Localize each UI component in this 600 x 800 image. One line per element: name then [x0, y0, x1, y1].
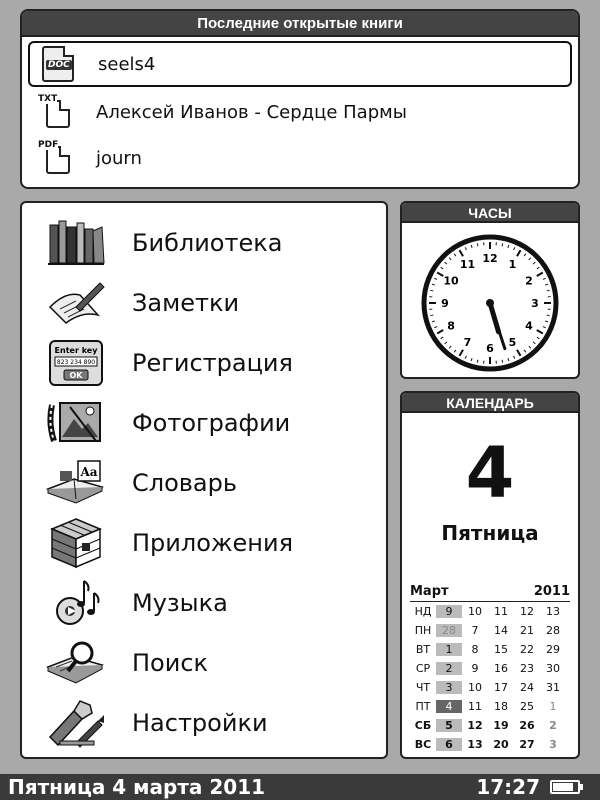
calendar-day-cell: 8	[471, 643, 479, 656]
calendar-day-cell: 5	[436, 719, 462, 732]
calendar-week-row	[410, 640, 572, 659]
calendar-grid	[410, 602, 572, 754]
calendar-day-cell: 2	[549, 719, 557, 732]
status-date: Пятница 4 марта 2011	[8, 775, 266, 799]
menu-item-label: Библиотека	[132, 229, 283, 257]
clock-title: ЧАСЫ	[402, 203, 578, 223]
menu-item-applications[interactable]	[22, 513, 386, 573]
txt-file-icon: TXT	[38, 94, 74, 130]
calendar-day-cell: 10	[468, 605, 482, 618]
calendar-weekday-label: ЧТ	[415, 681, 431, 694]
calendar-day-cell: 13	[546, 605, 560, 618]
photo-film-icon	[46, 397, 106, 449]
calendar-year: 2011	[533, 584, 570, 599]
menu-item-label: Фотографии	[132, 409, 291, 437]
calendar-day-cell: 24	[520, 681, 534, 694]
menu-item-registration[interactable]	[22, 333, 386, 393]
clock-tick	[477, 243, 478, 246]
calendar-weekday-label: СР	[415, 662, 431, 675]
calendar-day-cell: 1	[436, 643, 462, 656]
clock-number: 9	[441, 297, 449, 310]
analog-clock	[418, 231, 562, 375]
clock-tick	[430, 290, 433, 291]
menu-item-settings[interactable]	[22, 693, 386, 753]
menu-item-music[interactable]	[22, 573, 386, 633]
dictionary-book-icon	[46, 457, 106, 509]
menu-item-library[interactable]	[22, 213, 386, 273]
recent-book-title: seels4	[98, 53, 156, 75]
calendar-day-cell: 31	[546, 681, 560, 694]
calendar-day-cell: 20	[493, 738, 509, 751]
calendar-day-cell: 9	[436, 605, 462, 618]
clock-tick	[502, 360, 503, 363]
recent-book-item[interactable]	[28, 41, 572, 87]
menu-item-dictionary[interactable]	[22, 453, 386, 513]
calendar-day-cell: 18	[494, 700, 508, 713]
calendar-day-cell: 1	[549, 700, 557, 713]
calendar-weekday-label: НД	[414, 605, 432, 618]
main-menu	[20, 201, 388, 759]
calendar-month-header	[410, 584, 570, 602]
calendar-month: Март	[410, 584, 449, 599]
menu-item-label: Музыка	[132, 589, 228, 617]
calendar-day-cell: 14	[494, 624, 508, 637]
menu-item-label: Словарь	[132, 469, 238, 497]
clock-tick	[547, 290, 550, 291]
menu-item-label: Заметки	[132, 289, 240, 317]
calendar-weekday-label: ВТ	[415, 643, 431, 656]
status-time: 17:27	[476, 775, 540, 799]
calendar-day-cell: 13	[467, 738, 483, 751]
calendar-week-row	[410, 735, 572, 754]
calendar-weekday-label: ВС	[414, 738, 432, 751]
svg-text:Enter key: Enter key	[54, 346, 98, 355]
clock-number: 11	[459, 258, 476, 272]
calendar-weekday-label: ПН	[414, 624, 432, 637]
calendar-day-cell: 10	[468, 681, 482, 694]
calendar-day-cell: 16	[494, 662, 508, 675]
calendar-weekday-label: ПТ	[415, 700, 431, 713]
menu-item-search[interactable]	[22, 633, 386, 693]
status-bar	[0, 774, 600, 800]
clock-number: 1	[508, 258, 517, 272]
calendar-week-row	[410, 602, 572, 621]
calendar-day-cell: 2	[436, 662, 462, 675]
clock-number: 7	[463, 335, 472, 349]
calendar-day-cell: 7	[471, 624, 479, 637]
clock-number: 2	[525, 274, 533, 288]
clock-number: 6	[486, 342, 494, 355]
clock-number: 5	[508, 335, 517, 349]
calendar-day-number: 4	[465, 432, 515, 514]
calendar-week-row	[410, 659, 572, 678]
calendar-day-cell: 9	[471, 662, 479, 675]
calendar-day-cell: 4	[436, 700, 462, 713]
clock-number: 8	[447, 319, 455, 333]
calendar-week-row	[410, 697, 572, 716]
calendar-day-cell: 26	[519, 719, 535, 732]
calendar-day-cell: 30	[546, 662, 560, 675]
calendar-weekday-label: СБ	[414, 719, 432, 732]
doc-file-icon: DOC	[40, 46, 76, 82]
calendar-title: КАЛЕНДАРЬ	[402, 393, 578, 413]
recent-book-title: journ	[96, 147, 142, 169]
menu-item-photos[interactable]	[22, 393, 386, 453]
calendar-day-cell: 28	[436, 624, 462, 637]
calendar-week-row	[410, 621, 572, 640]
menu-item-label: Регистрация	[132, 349, 293, 377]
clock-number: 10	[443, 274, 459, 288]
calendar-day-cell: 12	[467, 719, 483, 732]
calendar-day-cell: 22	[520, 643, 534, 656]
calendar-day-cell: 3	[436, 681, 462, 694]
menu-item-notes[interactable]	[22, 273, 386, 333]
menu-item-label: Настройки	[132, 709, 268, 737]
recent-book-item[interactable]	[28, 135, 572, 181]
pdf-file-icon: PDF	[38, 140, 74, 176]
calendar-day-cell: 29	[546, 643, 560, 656]
search-magnifier-icon	[46, 637, 106, 689]
notes-pen-icon	[46, 277, 106, 329]
recent-book-title: Алексей Иванов - Сердце Пармы	[96, 101, 407, 123]
svg-text:823 234 890: 823 234 890	[56, 359, 96, 366]
applications-cube-icon	[46, 517, 106, 569]
svg-text:Aa: Aa	[80, 465, 98, 479]
clock-tick	[547, 315, 550, 316]
clock-widget	[400, 201, 580, 379]
calendar-day-cell: 15	[494, 643, 508, 656]
music-note-icon	[46, 577, 106, 629]
calendar-week-row	[410, 716, 572, 735]
calendar-day-cell: 28	[546, 624, 560, 637]
calendar-day-cell: 6	[436, 738, 462, 751]
calendar-day-cell: 12	[520, 605, 534, 618]
recent-book-item[interactable]	[28, 89, 572, 135]
clock-tick	[430, 315, 433, 316]
clock-number: 4	[525, 319, 533, 333]
battery-icon	[550, 780, 580, 794]
recent-books-panel	[20, 9, 580, 189]
settings-tools-icon	[46, 697, 106, 749]
calendar-day-cell: 3	[549, 738, 557, 751]
calendar-week-row	[410, 678, 572, 697]
menu-item-label: Приложения	[132, 529, 294, 557]
svg-text:OK: OK	[69, 371, 83, 380]
calendar-day-cell: 11	[468, 700, 482, 713]
calendar-weekday: Пятница	[441, 521, 539, 545]
calendar-day-cell: 21	[520, 624, 534, 637]
clock-tick	[502, 243, 503, 246]
calendar-day-cell: 19	[493, 719, 509, 732]
clock-number: 3	[531, 297, 539, 310]
calendar-day-cell: 17	[494, 681, 508, 694]
menu-item-label: Поиск	[132, 649, 209, 677]
calendar-day-cell: 27	[519, 738, 535, 751]
clock-tick	[477, 360, 478, 363]
library-books-icon	[46, 217, 106, 269]
calendar-widget	[400, 391, 580, 759]
calendar-day-cell: 11	[494, 605, 508, 618]
recent-books-title: Последние открытые книги	[22, 11, 578, 37]
enter-key-icon	[46, 337, 106, 389]
calendar-day-cell: 25	[520, 700, 534, 713]
clock-number: 12	[482, 252, 498, 265]
calendar-day-cell: 23	[520, 662, 534, 675]
